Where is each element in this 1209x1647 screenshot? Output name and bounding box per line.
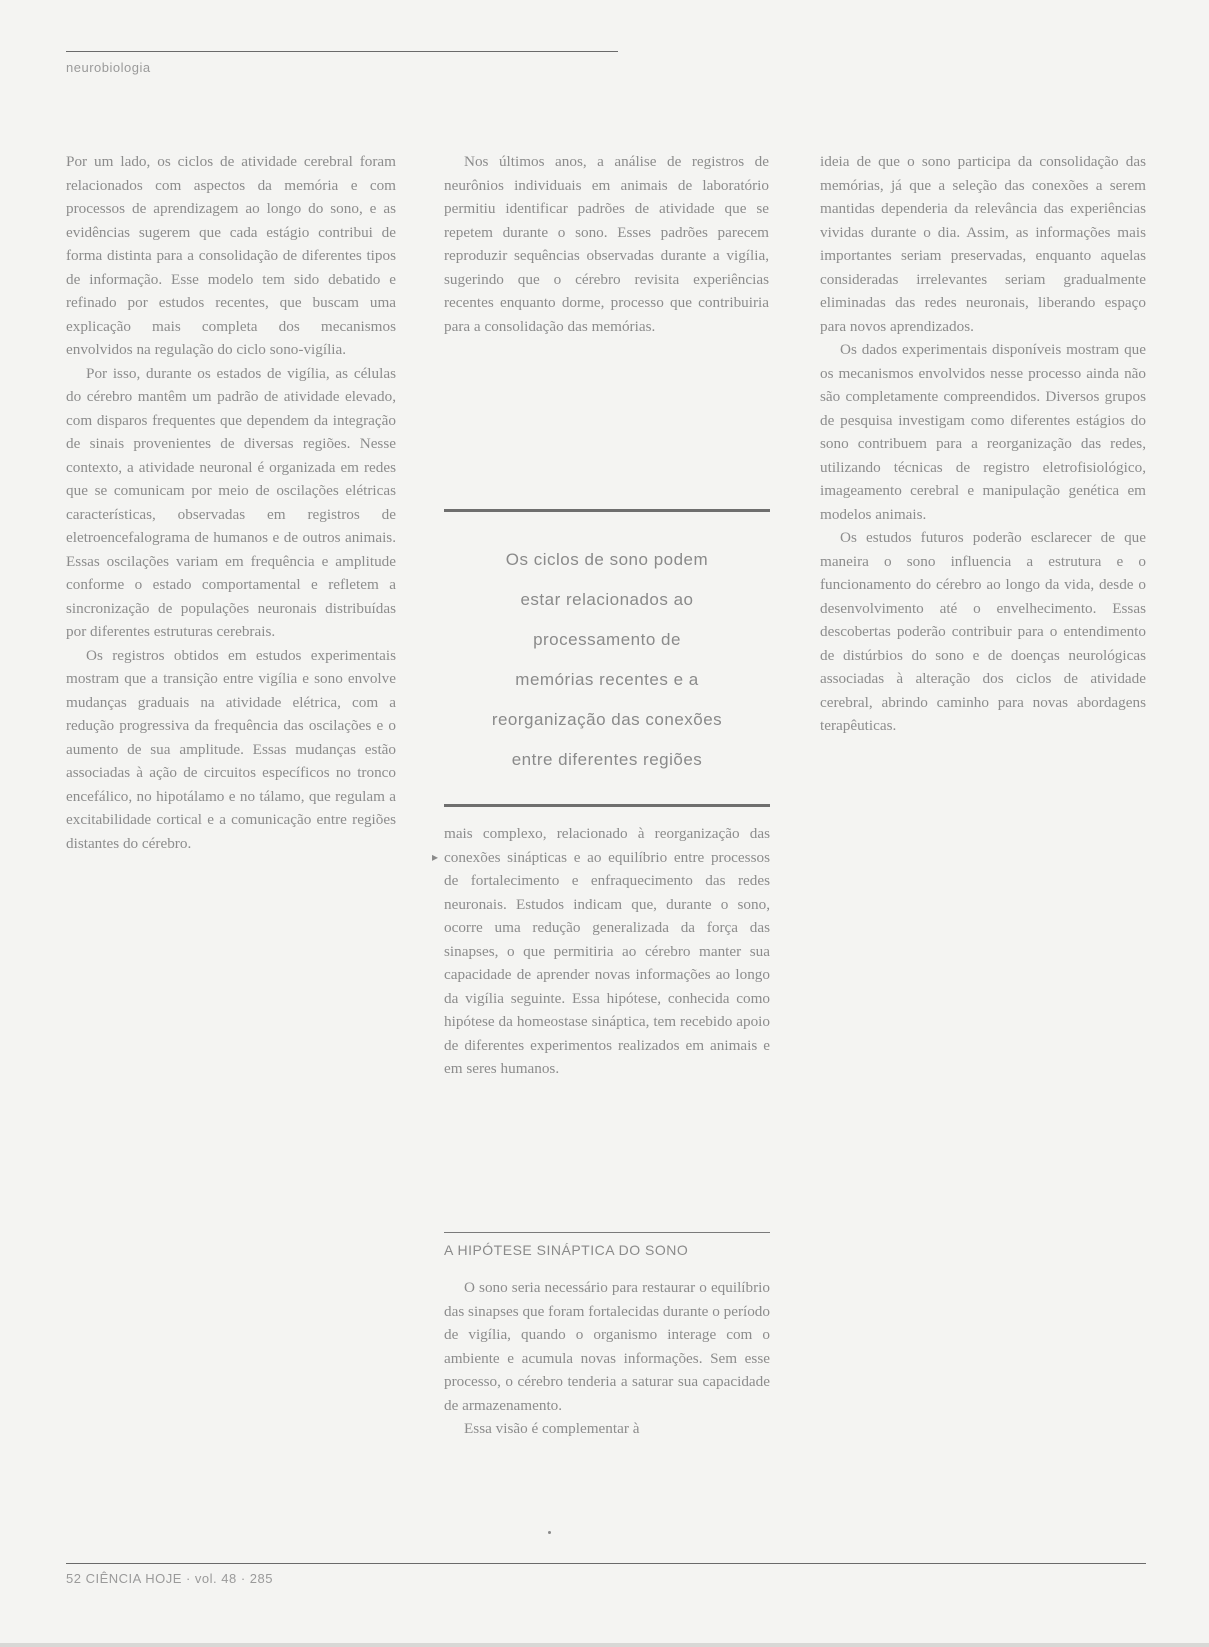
paragraph: Os estudos futuros poderão esclarecer de que maneira o sono influencia a estrutura e o funcionamento do cérebro ao longo da vida, desde o desenvolvimento até o envelhecimento. Essas descobertas poderão contribuir para o entendimento de distúrbios do sono e de doenças neurológicas associadas à alteração dos ciclos de atividade cerebral, abrindo caminho para novas abordagens terapêuticas. [820,529,1146,734]
pullquote-line: entre diferentes regiões [511,750,703,769]
paragraph: O sono seria necessário para restaurar o equilíbrio das sinapses que foram fortalecidas durante o período de vigília, quando o organismo interage com o ambiente e acumula novas informações. Sem esse processo, o cérebro tenderia a saturar sua capacidade de armazenamento. [444,1279,770,1414]
header-rule [66,51,618,52]
scan-edge [0,1643,1209,1647]
footer-folio: 52 CIÊNCIA HOJE · vol. 48 · 285 [66,1571,273,1586]
body-column-2-mid [444,822,770,1222]
body-column-1 [66,150,396,1510]
paragraph: Os dados experimentais disponíveis mostram que os mecanismos envolvidos nesse processo ainda não são completamente compreendidos. Diversos grupos de pesquisa investigam como diferentes estágios do sono contribuem para a reorganização das redes, utilizando técnicas de registro eletrofisiológico, imageamento cerebral e manipulação genética em modelos animais. [820,341,1146,523]
body-column-3 [820,150,1146,1510]
pullquote-top-rule [444,509,770,512]
pullquote-line: estar relacionados ao [520,590,694,609]
subhead-rule [444,1232,770,1233]
body-column-2-top [444,150,769,490]
pullquote-bottom-rule [444,804,770,807]
paragraph: Essa visão é complementar à [464,1420,640,1437]
margin-marker: ▸ [432,850,439,864]
paragraph: Por isso, durante os estados de vigília, as células do cérebro mantêm um padrão de atividade elevado, com disparos frequentes que dependem da integração de sinais provenientes de diversas regiões. Nesse contexto, a atividade neuronal é organizada em redes que se comunicam por meio de oscilações elétricas características, observadas em registros de eletroencefalograma de humanos e de outros animais. Essas oscilações variam em frequência e amplitude conforme o estado comportamental e refletem a sincronização de populações neuronais distribuídas por diferentes estruturas cerebrais. [66,364,396,640]
pullquote [444,540,770,780]
body-column-2-bottom [444,1276,770,1506]
paragraph: Por um lado, os ciclos de atividade cerebral foram relacionados com aspectos da memória e com processos de aprendizagem ao longo do sono, e as evidências sugerem que cada estágio contribui de forma distinta para a consolidação de diferentes tipos de informação. Esse modelo tem sido debatido e refinado por estudos recentes, que buscam uma explicação mais completa dos mecanismos envolvidos na regulação do ciclo sono-vigília. [66,153,396,358]
running-head: neurobiologia [66,60,151,75]
footer-rule [66,1563,1146,1564]
section-subhead: A HIPÓTESE SINÁPTICA DO SONO [444,1242,689,1258]
pullquote-line: memórias recentes e a [515,670,699,689]
pullquote-line: Os ciclos de sono podem [505,550,709,569]
paragraph: ideia de que o sono participa da consolidação das memórias, já que a seleção das conexões a serem mantidas dependeria da relevância das experiências vividas durante o dia. Assim, as informações mais importantes seriam preservadas, enquanto aquelas consideradas irrelevantes seriam gradualmente eliminadas das redes neuronais, liberando espaço para novos aprendizados. [820,153,1146,335]
pullquote-line: reorganização das conexões [491,710,723,729]
paragraph: Os registros obtidos em estudos experimentais mostram que a transição entre vigília e sono envolve mudanças graduais na atividade elétrica, com a redução progressiva da frequência das oscilações e o aumento de sua amplitude. Essas mudanças estão associadas à ação de circuitos específicos no tronco encefálico, no hipotálamo e no tálamo, que regulam a excitabilidade cortical e a comunicação entre regiões distantes do cérebro. [66,646,396,852]
pullquote-line: processamento de [533,630,681,649]
paragraph: mais complexo, relacionado à reorganização das conexões sinápticas e ao equilíbrio entre processos de fortalecimento e enfraquecimento das redes neuronais. Estudos indicam que, durante o sono, ocorre uma redução generalizada da força das sinapses, o que permitiria ao cérebro manter sua capacidade de aprender novas informações ao longo da vigília seguinte. Essa hipótese, conhecida como hipótese da homeostase sináptica, tem recebido apoio de diferentes experimentos realizados em animais e em seres humanos. [444,825,770,1077]
paragraph: Nos últimos anos, a análise de registros de neurônios individuais em animais de laboratório permitiu identificar padrões de atividade que se repetem durante o sono. Esses padrões parecem reproduzir sequências observadas durante a vigília, sugerindo que o cérebro revisita experiências recentes enquanto dorme, processo que contribuiria para a consolidação das memórias. [444,153,769,335]
center-dot [548,1531,551,1534]
